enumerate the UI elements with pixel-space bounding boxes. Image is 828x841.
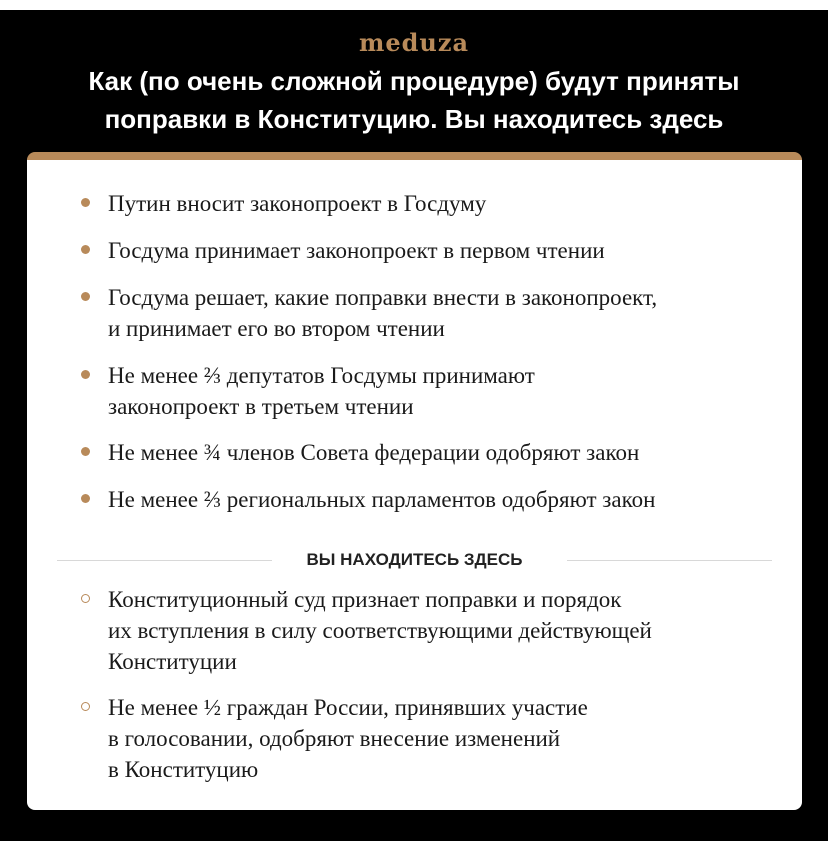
step-text: Не менее ⅔ региональных парламентов одобряют закон <box>108 487 656 512</box>
step-text: Путин вносит законопроект в Госдуму <box>108 191 487 216</box>
step-text: их вступления в силу соответствующими действующей <box>108 618 652 643</box>
completed-step <box>27 484 802 515</box>
completed-step <box>27 188 802 219</box>
step-text: Не менее ¾ членов Совета федерации одобряют закон <box>108 440 640 465</box>
filled-bullet-icon <box>81 198 90 207</box>
step-text: Конституции <box>108 649 237 674</box>
completed-step <box>27 360 802 422</box>
headline <box>20 62 808 138</box>
completed-step <box>27 235 802 266</box>
steps-card <box>27 152 802 810</box>
meduza-logo: meduza <box>358 28 470 57</box>
hollow-bullet-icon <box>81 594 90 603</box>
filled-bullet-icon <box>81 494 90 503</box>
divider-rule <box>567 560 772 561</box>
hollow-bullet-icon <box>81 702 90 711</box>
filled-bullet-icon <box>81 292 90 301</box>
step-text: Госдума решает, какие поправки внести в законопроект, <box>108 285 658 310</box>
you-are-here-label: ВЫ НАХОДИТЕСЬ ЗДЕСЬ <box>306 550 523 569</box>
step-text: Конституционный суд признает поправки и порядок <box>108 587 622 612</box>
step-text: законопроект в третьем чтении <box>108 394 414 419</box>
step-text: Госдума принимает законопроект в первом чтении <box>108 238 605 263</box>
completed-step <box>27 282 802 344</box>
infographic-frame <box>0 10 828 841</box>
filled-bullet-icon <box>81 447 90 456</box>
headline-line: Как (по очень сложной процедуре) будут приняты <box>88 66 740 96</box>
completed-step <box>27 437 802 468</box>
filled-bullet-icon <box>81 245 90 254</box>
pending-step <box>27 584 802 677</box>
step-text: в Конституцию <box>108 757 259 782</box>
step-text: Не менее ½ граждан России, принявших участие <box>108 695 588 720</box>
filled-bullet-icon <box>81 370 90 379</box>
pending-step <box>27 692 802 785</box>
headline-line: поправки в Конституцию. Вы находитесь здесь <box>104 104 724 134</box>
step-text: Не менее ⅔ депутатов Госдумы принимают <box>108 363 535 388</box>
step-text: и принимает его во втором чтении <box>108 316 445 341</box>
step-text: в голосовании, одобряют внесение изменений <box>108 726 561 751</box>
you-are-here-divider <box>57 548 772 572</box>
